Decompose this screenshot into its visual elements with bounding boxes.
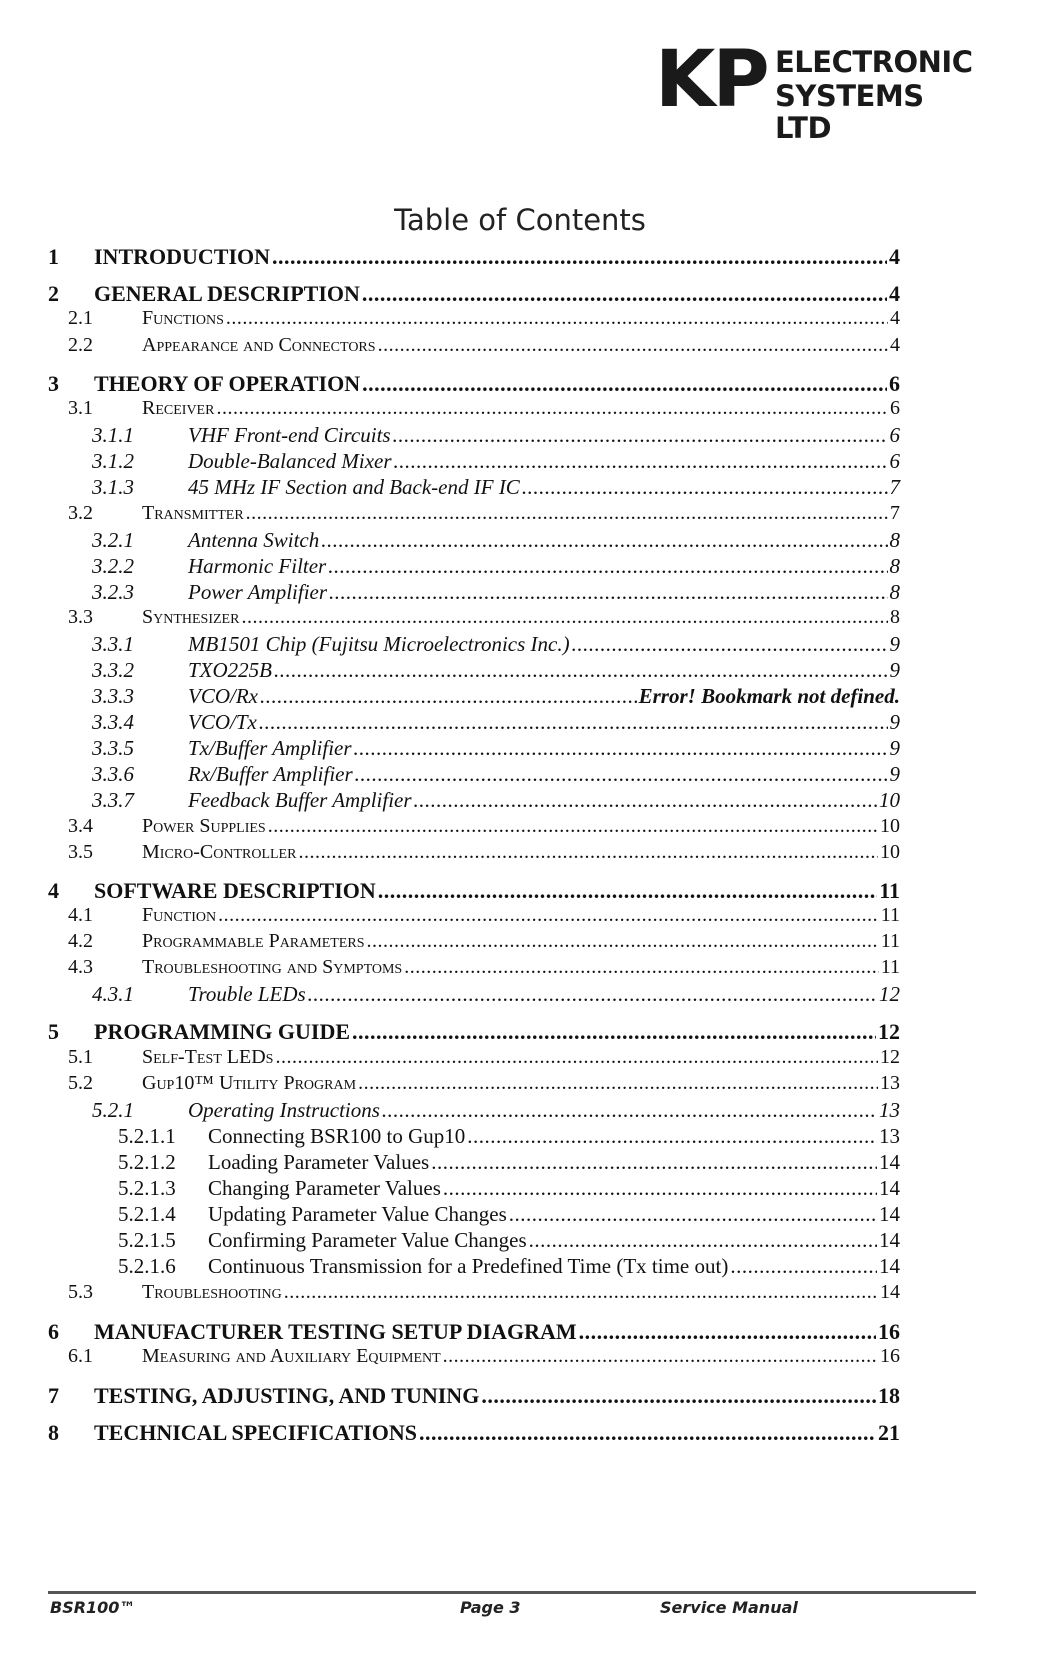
toc-entry-number: 3.5 xyxy=(68,841,93,863)
toc-entry[interactable] xyxy=(92,982,900,1007)
dot-leader xyxy=(404,956,879,979)
toc-entry[interactable] xyxy=(48,1420,900,1446)
toc-entry-number: 4.3.1 xyxy=(92,982,134,1006)
dot-leader xyxy=(218,904,879,927)
footer-rule xyxy=(48,1591,976,1594)
toc-entry[interactable] xyxy=(48,1019,900,1045)
toc-entry-page: 12 xyxy=(878,1019,900,1044)
toc-entry-number: 5.2.1.4 xyxy=(118,1202,176,1226)
toc-entry-number: 4 xyxy=(48,878,59,903)
logo-line-2: SYSTEMS LTD xyxy=(775,79,924,145)
toc-entry[interactable] xyxy=(92,632,900,657)
toc-entry-number: 6.1 xyxy=(68,1345,93,1367)
toc-entry[interactable] xyxy=(48,1319,900,1345)
dot-leader xyxy=(419,1420,876,1446)
toc-entry[interactable] xyxy=(68,1072,900,1095)
company-logo xyxy=(655,35,975,145)
toc-entry-number: 3.2.1 xyxy=(92,528,134,552)
toc-entry-title: Troubleshooting xyxy=(142,1281,282,1303)
toc-entry[interactable] xyxy=(92,788,900,813)
toc-entry[interactable] xyxy=(118,1202,900,1227)
toc-entry-title: Micro-Controller xyxy=(142,841,297,863)
toc-entry-title: Troubleshooting and Symptoms xyxy=(142,956,403,978)
toc-entry-page: 13 xyxy=(879,1098,900,1122)
toc-entry-page: 14 xyxy=(879,1202,900,1226)
toc-entry[interactable] xyxy=(68,1281,900,1304)
toc-entry[interactable] xyxy=(68,397,900,420)
toc-entry-title: TECHNICAL SPECIFICATIONS xyxy=(94,1420,417,1445)
toc-entry-page: 11 xyxy=(879,878,900,903)
toc-entry-number: 3.3.1 xyxy=(92,632,134,656)
toc-entry-page: 14 xyxy=(879,1150,900,1174)
toc-entry-title: Functions xyxy=(142,307,224,329)
dot-leader xyxy=(382,1098,877,1123)
toc-entry-page: 21 xyxy=(878,1420,900,1445)
toc-entry-page: 10 xyxy=(879,788,900,812)
dot-leader xyxy=(414,788,877,813)
dot-leader xyxy=(246,502,888,525)
toc-entry-page: 11 xyxy=(880,904,900,926)
toc-entry[interactable] xyxy=(68,307,900,330)
toc-entry-title: TESTING, ADJUSTING, AND TUNING xyxy=(94,1383,480,1408)
toc-entry-number: 8 xyxy=(48,1420,59,1445)
dot-leader xyxy=(730,1254,877,1279)
toc-entry[interactable] xyxy=(68,956,900,979)
toc-entry[interactable] xyxy=(68,502,900,525)
toc-entry-number: 3.3.3 xyxy=(92,684,134,708)
toc-entry-page: 11 xyxy=(880,930,900,952)
toc-entry[interactable] xyxy=(118,1150,900,1175)
toc-entry[interactable] xyxy=(92,710,900,735)
toc-entry-number: 2 xyxy=(48,281,59,306)
toc-entry-number: 7 xyxy=(48,1383,59,1408)
toc-entry-number: 3.1.2 xyxy=(92,449,134,473)
toc-entry-number: 3.3.4 xyxy=(92,710,134,734)
toc-entry-page: 16 xyxy=(878,1319,900,1344)
toc-entry-title: MB1501 Chip (Fujitsu Microelectronics Inc.) xyxy=(188,632,570,656)
toc-entry[interactable] xyxy=(92,736,900,761)
toc-entry-number: 5.2.1 xyxy=(92,1098,134,1122)
dot-leader xyxy=(572,632,888,657)
toc-entry-title: Receiver xyxy=(142,397,215,419)
logo-line-1: ELECTRONIC xyxy=(775,45,973,79)
toc-entry-page: 4 xyxy=(890,334,900,356)
toc-entry-page: 10 xyxy=(880,815,900,837)
dot-leader xyxy=(284,1281,878,1304)
toc-entry-number: 5.2.1.1 xyxy=(118,1124,176,1148)
dot-leader xyxy=(275,1046,878,1069)
toc-entry[interactable] xyxy=(92,580,900,605)
toc-entry[interactable] xyxy=(92,1098,900,1123)
toc-entry-title: VHF Front-end Circuits xyxy=(188,423,391,447)
toc-entry-title: Tx/Buffer Amplifier xyxy=(188,736,352,760)
dot-leader xyxy=(443,1345,878,1368)
toc-entry[interactable] xyxy=(92,658,900,683)
toc-entry-number: 6 xyxy=(48,1319,59,1344)
toc-entry[interactable] xyxy=(92,449,900,474)
toc-entry[interactable] xyxy=(48,878,900,904)
dot-leader xyxy=(272,244,887,270)
toc-entry-number: 5.2.1.2 xyxy=(118,1150,176,1174)
dot-leader xyxy=(321,528,887,553)
toc-entry-title: Updating Parameter Value Changes xyxy=(208,1202,507,1226)
toc-entry-title: VCO/Tx xyxy=(188,710,257,734)
toc-entry[interactable] xyxy=(68,904,900,927)
toc-entry-number: 3.4 xyxy=(68,815,93,837)
toc-entry[interactable] xyxy=(48,371,900,397)
dot-leader xyxy=(216,397,888,420)
toc-entry-page: 9 xyxy=(889,736,900,760)
toc-entry-page: 14 xyxy=(879,1254,900,1278)
toc-entry-page: 14 xyxy=(879,1228,900,1252)
toc-entry-page: 10 xyxy=(880,841,900,863)
toc-entry-number: 3.1 xyxy=(68,397,93,419)
toc-entry-title: Measuring and Auxiliary Equipment xyxy=(142,1345,441,1367)
toc-entry-title: Operating Instructions xyxy=(188,1098,380,1122)
toc-entry-number: 5.2.1.5 xyxy=(118,1228,176,1252)
toc-entry-number: 3.3 xyxy=(68,606,93,628)
dot-leader xyxy=(579,1319,876,1345)
toc-entry-number: 5.3 xyxy=(68,1281,93,1303)
dot-leader xyxy=(394,449,888,474)
toc-entry[interactable] xyxy=(68,815,900,838)
toc-entry[interactable] xyxy=(68,841,900,864)
dot-leader xyxy=(268,815,878,838)
toc-entry-page: 4 xyxy=(890,307,900,329)
toc-entry-title: Confirming Parameter Value Changes xyxy=(208,1228,527,1252)
toc-entry-title: Synthesizer xyxy=(142,606,240,628)
toc-entry-page: 13 xyxy=(880,1072,900,1094)
dot-leader xyxy=(226,307,888,330)
toc-entry-number: 5 xyxy=(48,1019,59,1044)
toc-entry-number: 3.3.7 xyxy=(92,788,134,812)
toc-entry-page: 14 xyxy=(880,1281,900,1303)
dot-leader xyxy=(529,1228,877,1253)
toc-entry-title: VCO/Rx xyxy=(188,684,258,708)
dot-leader xyxy=(352,1019,876,1045)
dot-leader xyxy=(308,982,877,1007)
toc-entry-title: Gup10™ Utility Program xyxy=(142,1072,357,1094)
toc-entry-title: Function xyxy=(142,904,217,926)
toc-entry[interactable] xyxy=(118,1176,900,1201)
toc-entry-number: 3.1.1 xyxy=(92,423,134,447)
dot-leader xyxy=(329,580,887,605)
toc-entry-title: Feedback Buffer Amplifier xyxy=(188,788,412,812)
toc-entry-number: 2.2 xyxy=(68,334,93,356)
footer-right: Service Manual xyxy=(660,1598,798,1617)
toc-entry-page: 4 xyxy=(889,281,900,306)
toc-entry-title: INTRODUCTION xyxy=(94,244,271,269)
toc-entry-number: 3.2.3 xyxy=(92,580,134,604)
toc-entry-title: GENERAL DESCRIPTION xyxy=(94,281,360,306)
toc-entry-number: 3.2.2 xyxy=(92,554,134,578)
dot-leader xyxy=(378,334,888,357)
toc-entry-number: 3.3.2 xyxy=(92,658,134,682)
toc-entry-page: 11 xyxy=(880,956,900,978)
toc-entry-title: Rx/Buffer Amplifier xyxy=(188,762,353,786)
toc-entry[interactable] xyxy=(68,1046,900,1069)
dot-leader xyxy=(367,930,879,953)
dot-leader xyxy=(274,658,888,683)
toc-entry-title: Double-Balanced Mixer xyxy=(188,449,392,473)
toc-entry[interactable] xyxy=(118,1228,900,1253)
toc-entry-number: 3 xyxy=(48,371,59,396)
toc-entry-page: 7 xyxy=(889,475,900,499)
toc-entry-title: Trouble LEDs xyxy=(188,982,306,1006)
toc-entry[interactable] xyxy=(48,244,900,270)
dot-leader xyxy=(522,475,888,500)
toc-entry[interactable] xyxy=(68,606,900,629)
toc-entry[interactable] xyxy=(92,528,900,553)
toc-entry-title: Continuous Transmission for a Predefined Time (Tx time out) xyxy=(208,1254,729,1278)
toc-entry-page: 8 xyxy=(889,554,900,578)
toc-entry-title: Connecting BSR100 to Gup10 xyxy=(208,1124,466,1148)
toc-entry-number: 3.1.3 xyxy=(92,475,134,499)
toc-entry-page: 8 xyxy=(889,580,900,604)
toc-entry-number: 3.3.6 xyxy=(92,762,134,786)
toc-entry-title: PROGRAMMING GUIDE xyxy=(94,1019,351,1044)
toc-entry-title: Changing Parameter Values xyxy=(208,1176,441,1200)
toc-entry-title: Appearance and Connectors xyxy=(142,334,376,356)
toc-entry[interactable] xyxy=(48,1383,900,1409)
dot-leader xyxy=(378,878,877,904)
toc-entry-number: 1 xyxy=(48,244,59,269)
toc-entry-page: 16 xyxy=(880,1345,900,1367)
toc-entry-title: THEORY OF OPERATION xyxy=(94,371,361,396)
toc-entry-number: 5.2 xyxy=(68,1072,93,1094)
toc-entry-number: 5.2.1.6 xyxy=(118,1254,176,1278)
toc-entry-page: 12 xyxy=(880,1046,900,1068)
toc-entry[interactable] xyxy=(48,281,900,307)
toc-entry-page: 9 xyxy=(889,632,900,656)
toc-entry-title: TXO225B xyxy=(188,658,272,682)
dot-leader xyxy=(393,423,888,448)
toc-entry-number: 4.3 xyxy=(68,956,93,978)
dot-leader xyxy=(298,841,878,864)
toc-entry-page: 6 xyxy=(889,449,900,473)
toc-entry-title: MANUFACTURER TESTING SETUP DIAGRAM xyxy=(94,1319,577,1344)
dot-leader xyxy=(355,762,888,787)
dot-leader xyxy=(362,281,887,307)
toc-entry[interactable] xyxy=(68,334,900,357)
page-title: Table of Contents xyxy=(394,203,646,237)
toc-entry-number: 4.1 xyxy=(68,904,93,926)
toc-entry-page: 8 xyxy=(889,528,900,552)
toc-entry-title: Self-Test LEDs xyxy=(142,1046,274,1068)
toc-entry-page: 13 xyxy=(879,1124,900,1148)
toc-entry-number: 2.1 xyxy=(68,307,93,329)
toc-entry[interactable] xyxy=(68,930,900,953)
footer-left: BSR100™ xyxy=(50,1598,136,1617)
toc-entry[interactable] xyxy=(118,1254,900,1279)
toc-entry-title: Programmable Parameters xyxy=(142,930,365,952)
toc-entry[interactable] xyxy=(92,475,900,500)
dot-leader xyxy=(358,1072,878,1095)
dot-leader xyxy=(362,371,887,397)
footer-page-number: Page 3 xyxy=(460,1598,521,1617)
dot-leader xyxy=(431,1150,877,1175)
toc-entry-page: 6 xyxy=(890,397,900,419)
toc-entry-number: 5.2.1.3 xyxy=(118,1176,176,1200)
toc-entry-page: 8 xyxy=(890,606,900,628)
toc-entry[interactable] xyxy=(92,684,900,709)
toc-entry-page: 6 xyxy=(889,371,900,396)
toc-entry-page: 7 xyxy=(890,502,900,524)
toc-entry-title: Harmonic Filter xyxy=(188,554,327,578)
toc-entry-page: 4 xyxy=(889,244,900,269)
dot-leader xyxy=(259,710,888,735)
toc-entry[interactable] xyxy=(118,1124,900,1149)
dot-leader xyxy=(328,554,887,579)
toc-entry-number: 3.3.5 xyxy=(92,736,134,760)
toc-entry[interactable] xyxy=(92,423,900,448)
toc-entry-title: Loading Parameter Values xyxy=(208,1150,430,1174)
toc-entry-page: 9 xyxy=(889,762,900,786)
toc-entry[interactable] xyxy=(68,1345,900,1368)
logo-mark: KP xyxy=(655,35,767,125)
dot-leader xyxy=(467,1124,877,1149)
toc-entry-title: Antenna Switch xyxy=(188,528,320,552)
toc-entry-title: Transmitter xyxy=(142,502,244,524)
dot-leader xyxy=(443,1176,877,1201)
toc-entry-title: SOFTWARE DESCRIPTION xyxy=(94,878,376,903)
toc-entry-page: 9 xyxy=(889,658,900,682)
dot-leader xyxy=(260,684,637,709)
toc-entry-page: Error! Bookmark not defined. xyxy=(638,684,900,708)
toc-entry-number: 4.2 xyxy=(68,930,93,952)
toc-entry-title: Power Amplifier xyxy=(188,580,328,604)
toc-entry-title: 45 MHz IF Section and Back-end IF IC xyxy=(188,475,520,499)
toc-entry-page: 12 xyxy=(879,982,900,1006)
toc-entry-number: 5.1 xyxy=(68,1046,93,1068)
dot-leader xyxy=(481,1383,876,1409)
toc-entry-title: Power Supplies xyxy=(142,815,266,837)
toc-entry[interactable] xyxy=(92,762,900,787)
dot-leader xyxy=(241,606,888,629)
toc-entry-page: 18 xyxy=(878,1383,900,1408)
toc-entry-page: 14 xyxy=(879,1176,900,1200)
toc-entry-page: 9 xyxy=(889,710,900,734)
dot-leader xyxy=(354,736,888,761)
toc-entry[interactable] xyxy=(92,554,900,579)
dot-leader xyxy=(509,1202,877,1227)
toc-entry-page: 6 xyxy=(889,423,900,447)
toc-entry-number: 3.2 xyxy=(68,502,93,524)
